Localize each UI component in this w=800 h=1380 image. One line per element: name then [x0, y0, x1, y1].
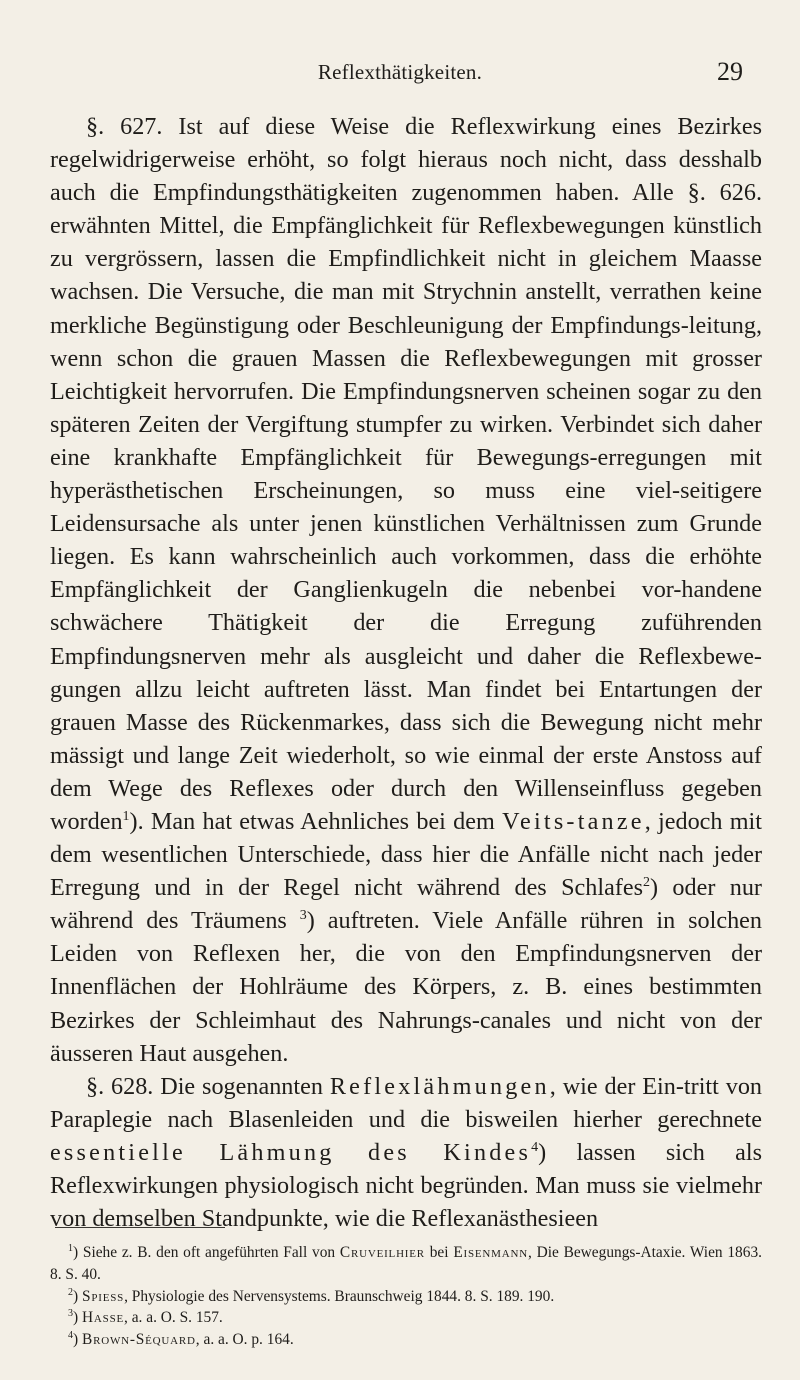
author-name: Brown-Séquard: [82, 1331, 196, 1349]
footnote-text: ) Siehe z. B. den oft angeführten Fall von: [73, 1244, 336, 1261]
footnote-text: , Die Bewegungs-Ataxie. Wien 1863. 8. S. 40.: [50, 1244, 762, 1283]
text-segment: , jedoch mit dem wesentlichen Unterschiede, dass hier die Anfälle nicht nach jeder Erregung und in der Regel nicht während des Schlafes: [50, 807, 762, 902]
footnote-ref-4: 4: [531, 1139, 539, 1155]
emphasis-term: Veits-tanze: [502, 807, 645, 835]
footnote-text: bei: [429, 1244, 449, 1261]
author-name: Cruveilhier: [339, 1244, 425, 1261]
page-number: 29: [717, 57, 743, 86]
footnote-text: , a. a. O. p. 164.: [195, 1331, 294, 1349]
text-segment: §. 628. Die sogenannten: [86, 1072, 323, 1100]
footnote-text: ): [73, 1331, 79, 1349]
footnote-2: [50, 1286, 762, 1308]
text-segment: ). Man hat etwas Aehnliches bei dem: [129, 807, 495, 835]
footnote-ref-3: 3: [299, 908, 307, 924]
footnote-4: [50, 1329, 762, 1351]
main-text: [50, 110, 762, 1235]
text-segment: ) oder nur während des Träumens: [50, 874, 762, 935]
footnote-text: ): [73, 1309, 79, 1327]
text-segment: §. 627. Ist auf diese Weise die Reflexwirkung eines Bezirkes regelwidrigerweise erhöht, so folgt hieraus noch nicht, dass desshalb auch die Empfindungsthätigkeiten zugenommen haben. Alle §. 626. erwähnten Mittel, die Empfänglichkeit für Reflexbewegungen künstlich zu vergrössern, lassen die Empfindlichkeit nicht in gleichem Maasse wachsen. Die Versuche, die man mit Strychnin anstellt, verrathen keine merkliche Begünstigung oder Beschleunigung der Empfindungs-leitung, wenn schon die grauen Massen die Reflexbewegungen mit grosser Leichtigkeit hervorrufen. Die Empfindungsnerven scheinen sogar zu den späteren Zeiten der Vergiftung stumpfer zu wirken. Verbindet sich daher eine krankhafte Empfänglichkeit für Bewegungs-erregungen mit hyperästhetischen Erscheinungen, so muss eine viel-seitigere Leidensursache als unter jenen künstlichen Verhältnissen zum Grunde liegen. Es kann wahrscheinlich auch vorkommen, dass die erhöhte Empfänglichkeit der Ganglienkugeln die nebenbei vor-handene schwächere Thätigkeit der die Erregung zuführenden Empfindungsnerven mehr als ausgleicht und daher die Reflexbewe-gungen allzu leicht auftreten lässt. Man findet bei Entartungen der grauen Masse des Rückenmarkes, dass sich die Bewegung nicht mehr mässigt und lange Zeit wiederholt, so wie einmal der erste Anstoss auf dem Wege des Reflexes oder durch den Willenseinfluss gegeben worden: [50, 113, 762, 835]
footnotes: [50, 1242, 762, 1351]
running-title: Reflexthätigkeiten.: [317, 60, 483, 84]
paragraph-627: [50, 110, 762, 1070]
footnote-text: ): [73, 1287, 79, 1305]
footnote-mark: 1: [68, 1242, 73, 1254]
footnote-ref-1: 1: [122, 808, 130, 824]
footnote-ref-2: 2: [643, 875, 651, 891]
emphasis-term: essentielle Lähmung des Kindes: [50, 1138, 532, 1166]
footnote-divider: [55, 1227, 225, 1228]
text-segment: ) lassen sich als Reflexwirkungen physiologisch nicht begründen. Man muss sie vielmehr von demselben Standpunkte, wie die Reflexanästhesieen: [50, 1138, 762, 1233]
footnote-text: , Physiologie des Nervensystems. Braunschweig 1844. 8. S. 189. 190.: [124, 1287, 555, 1305]
author-name: Eisenmann: [453, 1244, 528, 1261]
text-segment: ) auftreten. Viele Anfälle rühren in solchen Leiden von Reflexen her, die von den Empfindungsnerven der Innenflächen der Hohlräume des Körpers, z. B. eines bestimmten Bezirkes der Schleimhaut des Nahrungs-canales und nicht von der äusseren Haut ausgehen.: [50, 907, 763, 1067]
footnote-3: [50, 1307, 762, 1329]
text-segment: , wie der Ein-tritt von Paraplegie nach Blasenleiden und die bisweilen hierher gerechnete: [50, 1072, 763, 1133]
footnote-mark: 2: [68, 1286, 73, 1298]
author-name: Spiess: [82, 1287, 125, 1305]
footnote-text: , a. a. O. S. 157.: [124, 1309, 223, 1327]
emphasis-term: Reflexlähmungen: [329, 1072, 550, 1100]
author-name: Hasse: [82, 1309, 125, 1327]
paragraph-628: [50, 1070, 762, 1235]
footnote-mark: 4: [68, 1330, 73, 1342]
running-head: [0, 57, 800, 90]
footnote-mark: 3: [68, 1308, 73, 1320]
footnote-1: [50, 1242, 762, 1286]
